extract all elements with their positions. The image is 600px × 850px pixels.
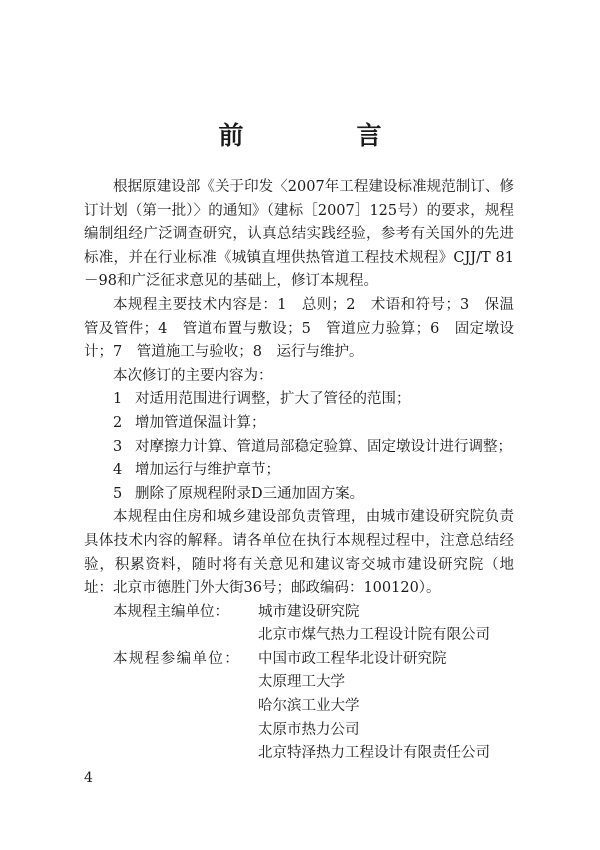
participating-units	[84, 648, 514, 766]
contents-paragraph: 本规程主要技术内容是：1 总则；2 术语和符号；3 保温管及管件；4 管道布置与敷设；5 管道应力验算；6 固定墩设计；7 管道施工与验收；8 运行与维护。	[84, 296, 514, 361]
participating-unit: 中国市政工程华北设计研究院	[258, 650, 447, 667]
revision-heading: 本次修订的主要内容为：	[113, 367, 273, 384]
management-paragraph: 本规程由住房和城乡建设部负责管理，由城市建设研究院负责具体技术内容的解释。请各单位在执行本规程过程中，注意总结经验，积累资料，随时将有关意见和建议寄交城市建设研究院（地址：北京市德胜门外大街36号；邮政编码：100120）。	[84, 509, 514, 597]
list-item: 2 增加管道保温计算；	[113, 414, 266, 431]
list-item: 5 删除了原规程附录D三通加固方案。	[113, 485, 365, 502]
participating-unit: 北京特泽热力工程设计有限责任公司	[258, 745, 490, 762]
participating-unit: 太原市热力公司	[258, 721, 360, 738]
intro-paragraph: 根据原建设部《关于印发〈2007年工程建设标准规范制订、修订计划（第一批）〉的通知》（建标［2007］125号）的要求，规程编制组经广泛调查研究，认真总结实践经验，参考有关国外的先进标准，并在行业标准《城镇直埋供热管道工程技术规程》CJJ/T 81－98和广泛征求意见的基础上，修订本规程。	[84, 179, 514, 290]
list-item: 3 对摩擦力计算、管道局部稳定验算、固定墩设计进行调整；	[113, 438, 512, 455]
page-title: 前 言	[218, 121, 426, 150]
chief-unit: 城市建设研究院	[258, 603, 360, 620]
chief-unit: 北京市煤气热力工程设计院有限公司	[258, 627, 490, 644]
participating-unit: 太原理工大学	[258, 674, 345, 691]
list-item: 1 对适用范围进行调整，扩大了管径的范围；	[113, 391, 411, 408]
preface-body	[84, 176, 514, 766]
participating-units-label: 本规程参编单位：	[113, 650, 241, 667]
list-item: 4 增加运行与维护章节；	[113, 462, 280, 479]
chief-units-label: 本规程主编单位：	[113, 603, 229, 620]
chief-units	[84, 601, 514, 648]
participating-unit: 哈尔滨工业大学	[258, 698, 360, 715]
page-number: 4	[84, 770, 93, 786]
